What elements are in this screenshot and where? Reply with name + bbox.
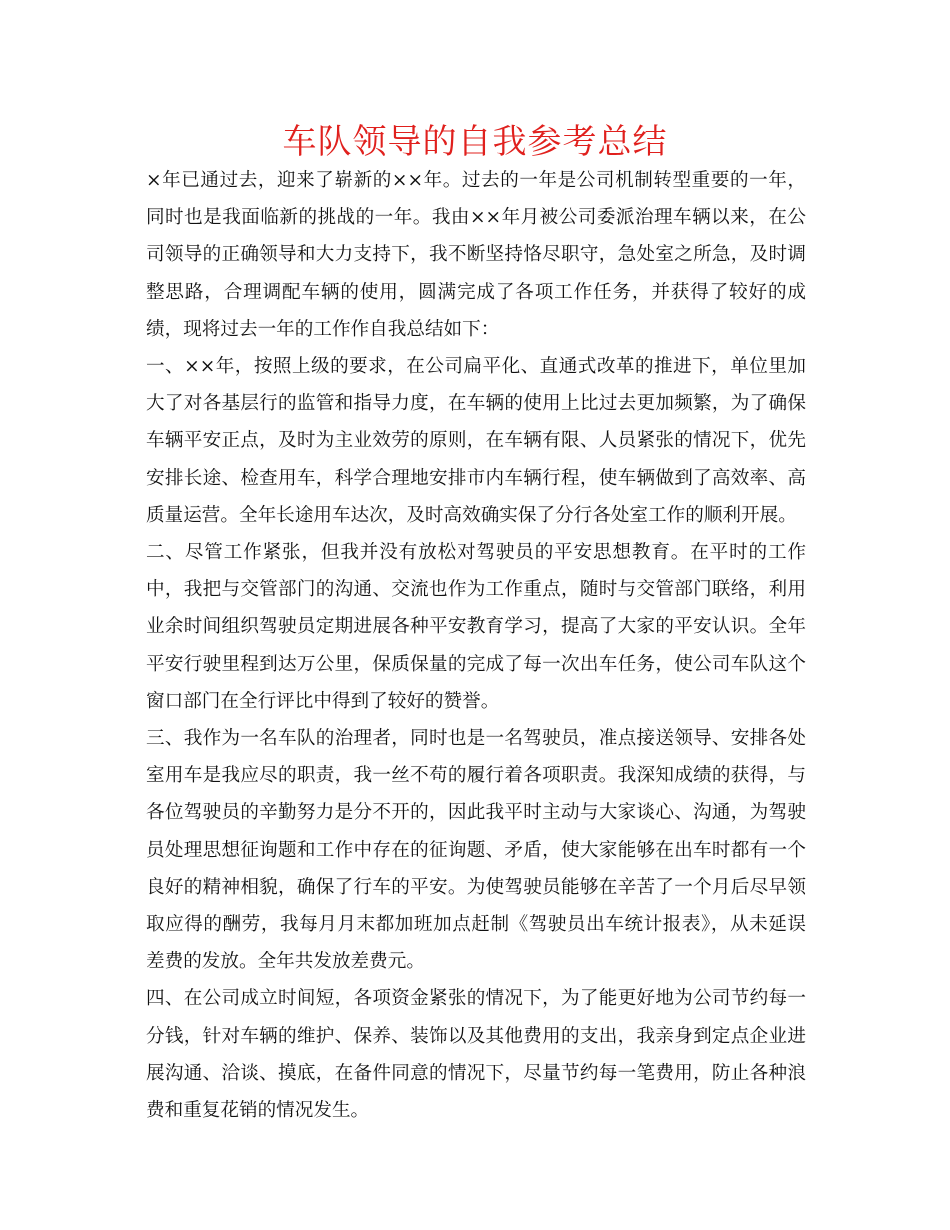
paragraph-1: 一、××年，按照上级的要求，在公司扁平化、直通式改革的推进下，单位里加大了对各基层行的监管和指导力度，在车辆的使用上比过去更加频繁，为了确保车辆平安正点，及时为主业效劳的原则，在车辆有限、人员紧张的情况下，优先安排长途、检查用车，科学合理地安排市内车辆行程，使车辆做到了高效率、高质量运营。全年长途用车达次，及时高效确实保了分行各处室工作的顺利开展。: [146, 356, 806, 526]
paragraph-4: 四、在公司成立时间短，各项资金紧张的情况下，为了能更好地为公司节约每一分钱，针对车辆的维护、保养、装饰以及其他费用的支出，我亲身到定点企业进展沟通、洽谈、摸底，在备件同意的情况下，尽量节约每一笔费用，防止各种浪费和重复花销的情况发生。: [146, 988, 806, 1122]
document-body: [146, 162, 806, 1129]
document-title: 车队领导的自我参考总结: [282, 122, 668, 162]
paragraph-3: 三、我作为一名车队的治理者，同时也是一名驾驶员，准点接送领导、安排各处室用车是我应尽的职责，我一丝不苟的履行着各项职责。我深知成绩的获得，与各位驾驶员的辛勤努力是分不开的，因此我平时主动与大家谈心、沟通，为驾驶员处理思想征询题和工作中存在的征询题、矛盾，使大家能够在出车时都有一个良好的精神相貌，确保了行车的平安。为使驾驶员能够在辛苦了一个月后尽早领取应得的酬劳，我每月月末都加班加点赶制《驾驶员出车统计报表》，从未延误差费的发放。全年共发放差费元。: [146, 728, 806, 973]
paragraph-2: 二、尽管工作紧张，但我并没有放松对驾驶员的平安思想教育。在平时的工作中，我把与交管部门的沟通、交流也作为工作重点，随时与交管部门联络，利用业余时间组织驾驶员定期进展各种平安教育学习，提高了大家的平安认识。全年平安行驶里程到达万公里，保质保量的完成了每一次出车任务，使公司车队这个窗口部门在全行评比中得到了较好的赞誉。: [146, 542, 806, 712]
paragraph-intro: ×年已通过去，迎来了崭新的××年。过去的一年是公司机制转型重要的一年，同时也是我面临新的挑战的一年。我由××年月被公司委派治理车辆以来，在公司领导的正确领导和大力支持下，我不断坚持恪尽职守，急处室之所急，及时调整思路，合理调配车辆的使用，圆满完成了各项工作任务，并获得了较好的成绩，现将过去一年的工作作自我总结如下：: [146, 170, 806, 340]
